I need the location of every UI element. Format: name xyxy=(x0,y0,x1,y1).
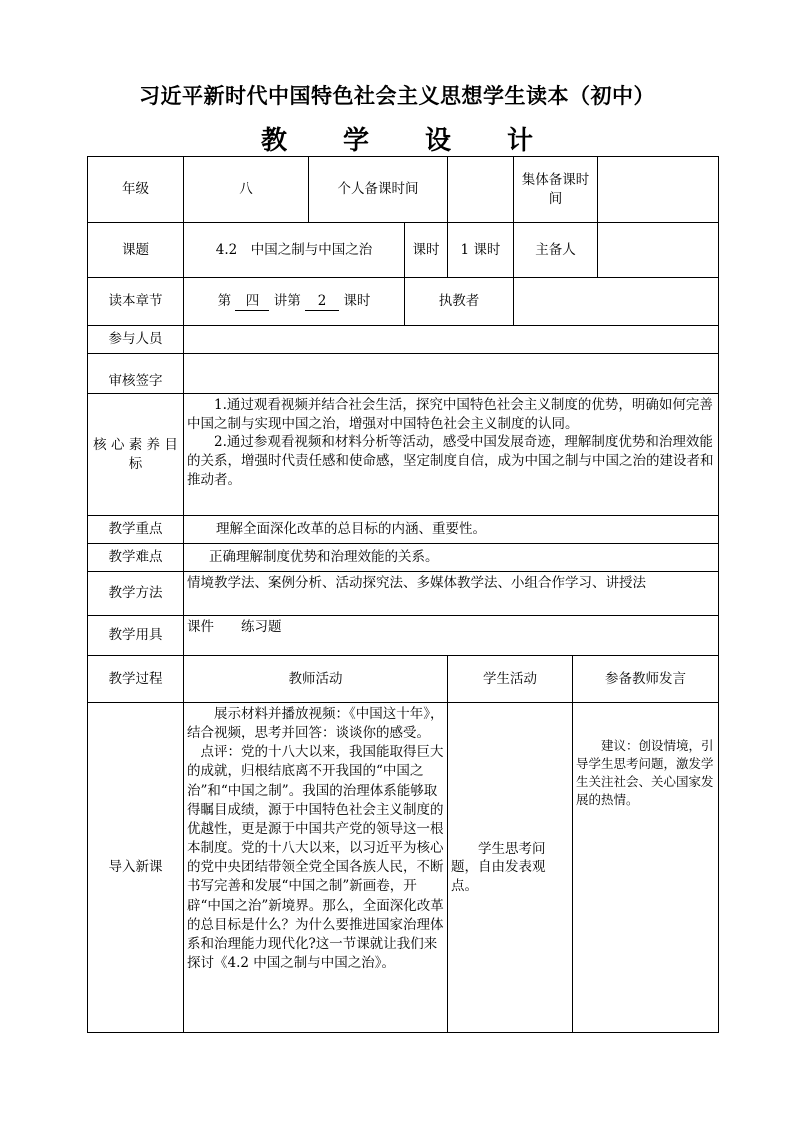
participants-value xyxy=(184,326,719,354)
tools-value: 课件 练习题 xyxy=(184,616,719,656)
chapter-label: 读本章节 xyxy=(88,278,184,326)
goal-2: 2.通过参观看视频和材料分析等活动，感受中国发展奇迹，理解制度优势和治理效能的关系，增强时代责任感和使命感，坚定制度自信，成为中国之制与中国之治的建设者和推动者。 xyxy=(187,434,714,488)
teacher-label: 执教者 xyxy=(405,278,514,326)
chapter-mid: 讲第 xyxy=(273,292,301,309)
teacher-value xyxy=(514,278,719,326)
intro-label: 导入新课 xyxy=(88,703,184,1033)
intro-teacher-activity xyxy=(184,703,448,1033)
peer-comment-header: 参备教师发言 xyxy=(573,656,719,703)
intro-paragraph-2: 点评：党的十八大以来，我国能取得巨大的成就，归根结底离不开我国的“中国之治”和“中国之制”。我国的治理体系能够取得瞩目成绩，源于中国特色社会主义制度的优越性，更是源于中国共产党的领导这一根本制度。党的十八大以来，以习近平为核心的党中央团结带领全党全国各族人民，不断书写完善和发展“中国之制”新画卷，开辟“中国之治”新境界。那么，全面深化改革的总目标是什么？为什么要推进国家治理体系和治理能力现代化?这一节课就让我们来探讨《4.2 中国之制与中国之治》。 xyxy=(187,744,444,972)
personal-prep-label: 个人备课时间 xyxy=(309,157,448,223)
chapter-lecture: 四 xyxy=(235,292,269,312)
subtitle-char: 设 xyxy=(425,126,452,156)
key-point-label: 教学重点 xyxy=(88,516,184,544)
document-subtitle xyxy=(0,120,794,157)
subtitle-char: 学 xyxy=(342,126,369,156)
process-label: 教学过程 xyxy=(88,656,184,703)
group-prep-label: 集体备课时间 xyxy=(514,157,598,223)
goals-value xyxy=(184,394,719,516)
lesson-plan-table xyxy=(87,156,719,1033)
personal-prep-value xyxy=(448,157,514,223)
key-point-value: 理解全面深化改革的总目标的内涵、重要性。 xyxy=(184,516,719,544)
intro-student-activity: 学生思考问题，自由发表观点。 xyxy=(448,703,573,1033)
subtitle-char: 计 xyxy=(507,126,534,156)
subtitle-char: 教 xyxy=(260,126,287,156)
period-value: 1 课时 xyxy=(448,223,514,278)
lead-value xyxy=(598,223,719,278)
chapter-prefix: 第 xyxy=(217,292,232,309)
student-activity-header: 学生活动 xyxy=(448,656,573,703)
chapter-suffix: 课时 xyxy=(343,292,371,309)
goals-label: 核 心 素 养 目标 xyxy=(88,394,184,516)
participants-label: 参与人员 xyxy=(88,326,184,354)
teacher-activity-header: 教师活动 xyxy=(184,656,448,703)
review-label: 审核签字 xyxy=(88,354,184,394)
goal-1: 1.通过观看视频并结合社会生活，探究中国特色社会主义制度的优势，明确如何完善中国之制与实现中国之治，增强对中国特色社会主义制度的认同。 xyxy=(187,397,713,432)
grade-value: 八 xyxy=(184,157,309,223)
period-label: 课时 xyxy=(405,223,448,278)
review-value xyxy=(184,354,719,394)
document-title: 习近平新时代中国特色社会主义思想学生读本（初中） xyxy=(139,83,655,108)
lead-label: 主备人 xyxy=(514,223,598,278)
difficulty-value: 正确理解制度优势和治理效能的关系。 xyxy=(184,544,719,572)
group-prep-value xyxy=(598,157,719,223)
method-value: 情境教学法、案例分析、活动探究法、多媒体教学法、小组合作学习、讲授法 xyxy=(184,572,719,616)
grade-label: 年级 xyxy=(88,157,184,223)
intro-peer-comment: 建议：创设情境，引导学生思考问题，激发学生关注社会、关心国家发展的热情。 xyxy=(573,703,719,1033)
difficulty-label: 教学难点 xyxy=(88,544,184,572)
topic-value: 4.2 中国之制与中国之治 xyxy=(184,223,405,278)
tools-label: 教学用具 xyxy=(88,616,184,656)
method-label: 教学方法 xyxy=(88,572,184,616)
chapter-value xyxy=(184,278,405,326)
topic-label: 课题 xyxy=(88,223,184,278)
chapter-period: 2 xyxy=(305,292,339,312)
intro-paragraph-1: 展示材料并播放视频：《中国这十年》，结合视频，思考并回答：谈谈你的感受。 xyxy=(187,706,444,742)
